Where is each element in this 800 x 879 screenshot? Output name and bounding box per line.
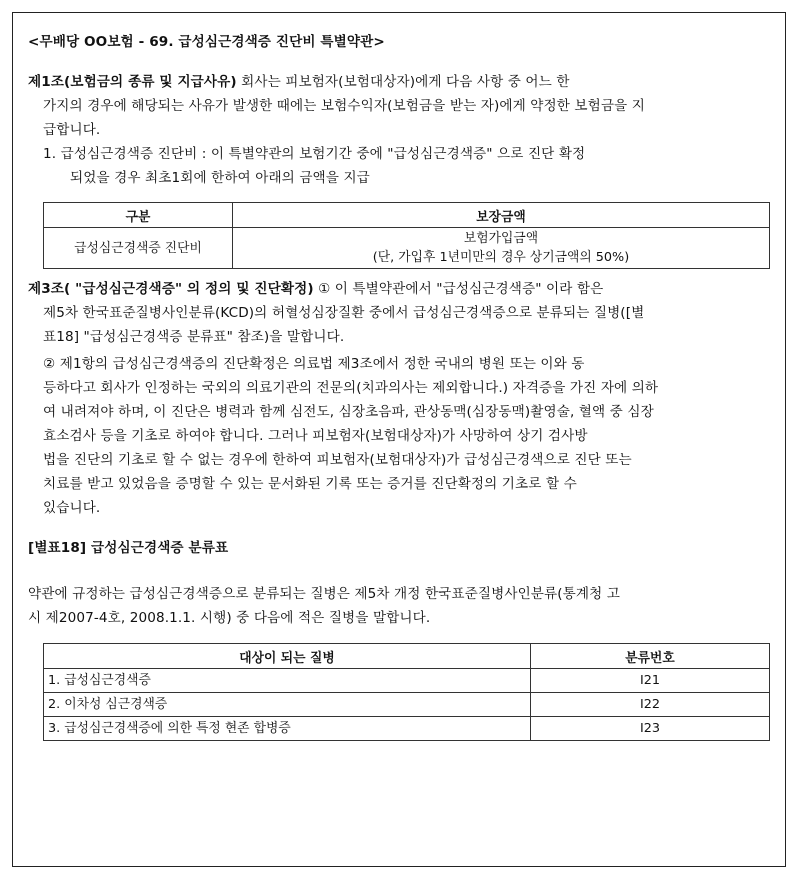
coverage-note: (단, 가입후 1년미만의 경우 상기금액의 50%) bbox=[372, 250, 630, 265]
coverage-table bbox=[43, 202, 770, 269]
appendix-intro-line-1: 약관에 규정하는 급성심근경색증으로 분류되는 질병은 제5차 개정 한국표준질병사인분류(통계청 고 bbox=[28, 586, 621, 602]
classification-header-code: 분류번호 bbox=[531, 644, 770, 669]
article-3-para2-line-1: ② 제1항의 급성심근경색증의 진단확정은 의료법 제3조에서 정한 국내의 병원 또는 이와 동 bbox=[43, 356, 585, 372]
coverage-header-amount: 보장금액 bbox=[233, 203, 770, 228]
article-3-text: ① 이 특별약관에서 "급성심근경색증" 이라 함은 bbox=[313, 281, 604, 297]
coverage-header-category: 구분 bbox=[44, 203, 233, 228]
disease-cell: 1. 급성심근경색증 bbox=[44, 669, 531, 693]
article-3-line-2: 제5차 한국표준질병사인분류(KCD)의 허혈성심장질환 중에서 급성심근경색증으로 분류되는 질병([별 bbox=[43, 305, 645, 321]
article-3-para2-line-2: 등하다고 회사가 인정하는 국외의 의료기관의 전문의(치과의사는 제외합니다.) 자격증을 가진 자에 의하 bbox=[43, 380, 659, 396]
article-3-para2-line-7: 있습니다. bbox=[43, 500, 101, 516]
table-row bbox=[44, 717, 770, 741]
article-1-item-1-line-2: 되었을 경우 최초1회에 한하여 아래의 금액을 지급 bbox=[70, 170, 370, 186]
article-3-heading: 제3조( "급성심근경색증" 의 정의 및 진단확정) bbox=[28, 281, 314, 297]
article-1 bbox=[28, 70, 770, 190]
article-3-para2-line-6: 치료를 받고 있었음을 증명할 수 있는 문서화된 기록 또는 증거를 진단확정의 기초로 할 수 bbox=[43, 476, 577, 492]
coverage-amount: 보험가입금액 bbox=[463, 231, 539, 246]
table-row bbox=[44, 669, 770, 693]
article-3-para2-line-4: 효소검사 등을 기초로 하여야 합니다. 그러나 피보험자(보험대상자)가 사망하여 상기 검사방 bbox=[43, 428, 588, 444]
appendix-intro-line-2: 시 제2007-4호, 2008.1.1. 시행) 중 다음에 적은 질병을 말합니다. bbox=[28, 610, 431, 626]
appendix-intro bbox=[28, 582, 770, 630]
disease-cell: 3. 급성심근경색증에 의한 특정 현존 합병증 bbox=[44, 717, 531, 741]
code-cell: I23 bbox=[531, 717, 770, 741]
article-1-line-1 bbox=[28, 70, 770, 94]
code-cell: I21 bbox=[531, 669, 770, 693]
article-3-para2-line-3: 여 내려져야 하며, 이 진단은 병력과 함께 심전도, 심장초음파, 관상동맥(심장동맥)촬영술, 혈액 중 심장 bbox=[43, 404, 654, 420]
article-3-line-1 bbox=[28, 277, 770, 301]
classification-header-disease: 대상이 되는 질병 bbox=[44, 644, 531, 669]
page-title: <무배당 OO보험 - 69. 급성심근경색증 진단비 특별약관> bbox=[28, 34, 385, 50]
document-frame bbox=[12, 12, 786, 867]
classification-table bbox=[43, 643, 770, 741]
article-1-line-2: 가지의 경우에 해당되는 사유가 발생한 때에는 보험수익자(보험금을 받는 자)에게 약정한 보험금을 지 bbox=[43, 98, 645, 114]
table-row bbox=[44, 693, 770, 717]
coverage-amount-cell bbox=[233, 228, 770, 269]
code-cell: I22 bbox=[531, 693, 770, 717]
disease-cell: 2. 이차성 심근경색증 bbox=[44, 693, 531, 717]
article-1-item-1-line-1: 1. 급성심근경색증 진단비 : 이 특별약관의 보험기간 중에 "급성심근경색증" 으로 진단 확정 bbox=[43, 146, 586, 162]
appendix-heading: [별표18] 급성심근경색증 분류표 bbox=[28, 540, 229, 556]
article-1-text: 회사는 피보험자(보험대상자)에게 다음 사항 중 어느 한 bbox=[236, 74, 570, 90]
article-3 bbox=[28, 277, 770, 520]
article-3-paragraph-2 bbox=[28, 352, 770, 520]
article-3-line-3: 표18] "급성심근경색증 분류표" 참조)을 말합니다. bbox=[43, 329, 345, 345]
article-1-line-3: 급합니다. bbox=[43, 122, 101, 138]
article-3-para2-line-5: 법을 진단의 기초로 할 수 없는 경우에 한하여 피보험자(보험대상자)가 급성심근경색으로 진단 또는 bbox=[43, 452, 632, 468]
article-1-heading: 제1조(보험금의 종류 및 지급사유) bbox=[28, 74, 237, 90]
coverage-row-label: 급성심근경색증 진단비 bbox=[44, 228, 233, 269]
